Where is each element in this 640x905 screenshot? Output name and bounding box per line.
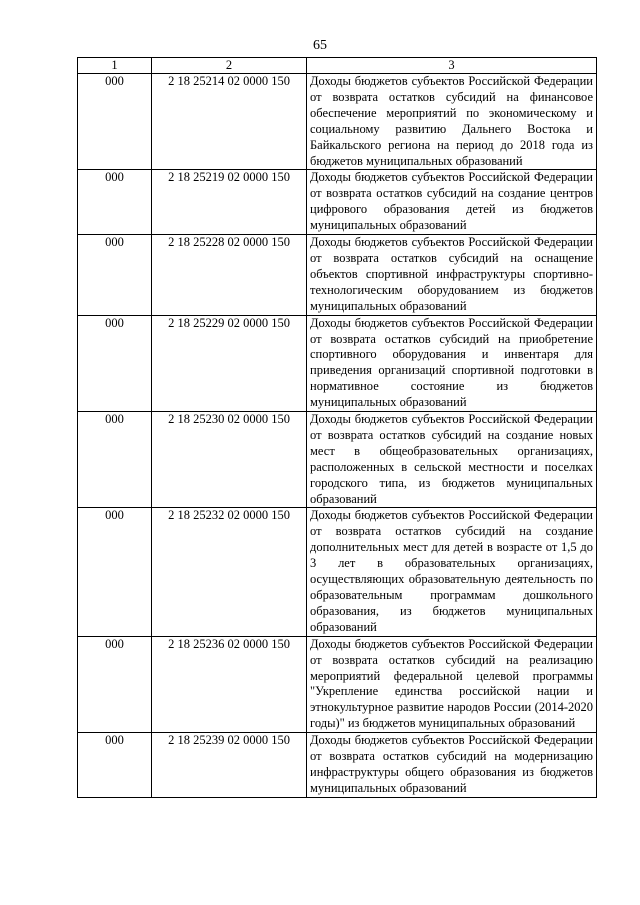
table-row — [78, 636, 597, 732]
budget-code-cell: 2 18 25229 02 0000 150 — [152, 315, 307, 411]
admin-code-cell: 000 — [78, 636, 152, 732]
table-row — [78, 733, 597, 798]
budget-code-cell: 2 18 25228 02 0000 150 — [152, 235, 307, 316]
revenue-name-cell: Доходы бюджетов субъектов Российской Федерации от возврата остатков субсидий на создание новых мест в общеобразовательных организациях, расположенных в сельской местности и поселках городского типа, из бюджетов муниципальных образований — [307, 412, 597, 508]
admin-code-cell: 000 — [78, 235, 152, 316]
table-row — [78, 74, 597, 170]
admin-code-cell: 000 — [78, 412, 152, 508]
page-number: 65 — [313, 38, 327, 53]
revenue-name-cell: Доходы бюджетов субъектов Российской Федерации от возврата остатков субсидий на реализацию мероприятий федеральной целевой программы "Укрепление единства российской нации и этнокультурное развитие народов России (2014-2020 годы)" из бюджетов муниципальных образований — [307, 636, 597, 732]
admin-code-cell: 000 — [78, 74, 152, 170]
admin-code-cell: 000 — [78, 508, 152, 636]
budget-code-cell: 2 18 25239 02 0000 150 — [152, 733, 307, 798]
budget-code-cell: 2 18 25232 02 0000 150 — [152, 508, 307, 636]
admin-code-cell: 000 — [78, 733, 152, 798]
budget-code-cell: 2 18 25236 02 0000 150 — [152, 636, 307, 732]
column-header-3: 3 — [307, 58, 597, 74]
budget-code-cell: 2 18 25219 02 0000 150 — [152, 170, 307, 235]
revenue-name-cell: Доходы бюджетов субъектов Российской Федерации от возврата остатков субсидий на приобретение спортивного оборудования и инвентаря для приведения организаций спортивной подготовки в нормативное состояние из бюджетов муниципальных образований — [307, 315, 597, 411]
table-row — [78, 315, 597, 411]
revenue-name-cell: Доходы бюджетов субъектов Российской Федерации от возврата остатков субсидий на финансовое обеспечение мероприятий по экономическому и социальному развитию Дальнего Востока и Байкальского региона на период до 2018 года из бюджетов муниципальных образований — [307, 74, 597, 170]
budget-code-cell: 2 18 25214 02 0000 150 — [152, 74, 307, 170]
column-header-1: 1 — [78, 58, 152, 74]
table-header-row — [78, 58, 597, 74]
admin-code-cell: 000 — [78, 170, 152, 235]
admin-code-cell: 000 — [78, 315, 152, 411]
table-row — [78, 508, 597, 636]
column-header-2: 2 — [152, 58, 307, 74]
revenue-name-cell: Доходы бюджетов субъектов Российской Федерации от возврата остатков субсидий на модернизацию инфраструктуры общего образования из бюджетов муниципальных образований — [307, 733, 597, 798]
table-row — [78, 412, 597, 508]
table-row — [78, 235, 597, 316]
budget-classification-table — [77, 57, 597, 798]
table-row — [78, 170, 597, 235]
revenue-name-cell: Доходы бюджетов субъектов Российской Федерации от возврата остатков субсидий на оснащение объектов спортивной инфраструктуры спортивно-технологическим оборудованием из бюджетов муниципальных образований — [307, 235, 597, 316]
revenue-name-cell: Доходы бюджетов субъектов Российской Федерации от возврата остатков субсидий на создание дополнительных мест для детей в возрасте от 1,5 до 3 лет в образовательных организациях, осуществляющих образовательную деятельность по образовательным программам дошкольного образования, из бюджетов муниципальных образований — [307, 508, 597, 636]
budget-code-cell: 2 18 25230 02 0000 150 — [152, 412, 307, 508]
revenue-name-cell: Доходы бюджетов субъектов Российской Федерации от возврата остатков субсидий на создание центров цифрового образования детей из бюджетов муниципальных образований — [307, 170, 597, 235]
